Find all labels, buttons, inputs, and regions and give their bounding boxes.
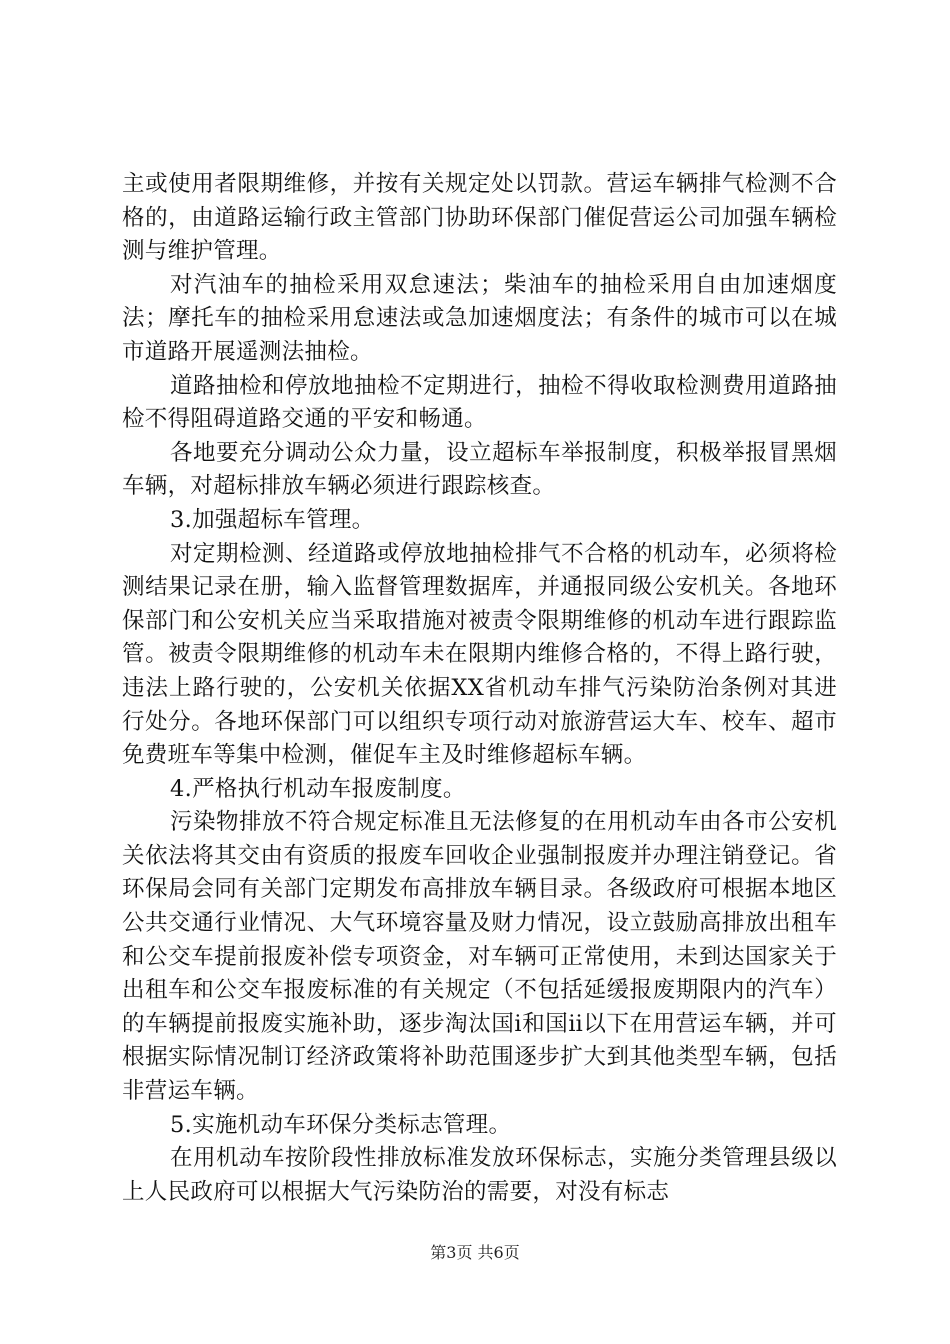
paragraph-public-reporting: 各地要充分调动公众力量，设立超标车举报制度，积极举报冒黑烟车辆，对超标排放车辆必须进行跟踪核查。: [122, 439, 837, 500]
paragraph-environmental-label: 在用机动车按阶段性排放标准发放环保标志，实施分类管理县级以上人民政府可以根据大气污染防治的需要，对没有标志: [122, 1145, 837, 1205]
section-heading-4: 4.严格执行机动车报废制度。: [170, 775, 466, 802]
paragraph-scrapping-system: 污染物排放不符合规定标准且无法修复的在用机动车由各市公安机关依法将其交由有资质的报废车回收企业强制报废并办理注销登记。省环保局会同有关部门定期发布高排放车辆目录。各级政府可根据本地区公共交通行业情况、大气环境容量及财力情况，设立鼓励高排放出租车和公交车提前报废补偿专项资金，对车辆可正常使用，未到达国家关于出租车和公交车报废标准的有关规定（不包括延缓报废期限内的汽车）的车辆提前报废实施补助，逐步淘汰国ⅰ和国ⅱ以下在用营运车辆，并可根据实际情况制订经济政策将补助范围逐步扩大到其他类型车辆，包括非营运车辆。: [122, 809, 837, 1105]
section-heading-5: 5.实施机动车环保分类标志管理。: [170, 1111, 512, 1138]
paragraph-spot-check-methods: 对汽油车的抽检采用双怠速法；柴油车的抽检采用自由加速烟度法；摩托车的抽检采用怠速法或急加速烟度法；有条件的城市可以在城市道路开展遥测法抽检。: [122, 271, 837, 365]
paragraph-exceeding-vehicle-management: 对定期检测、经道路或停放地抽检排气不合格的机动车，必须将检测结果记录在册，输入监督管理数据库，并通报同级公安机关。各地环保部门和公安机关应当采取措施对被责令限期维修的机动车进行跟踪监管。被责令限期维修的机动车未在限期内维修合格的，不得上路行驶，违法上路行驶的，公安机关依据XX省机动车排气污染防治条例对其进行处分。各地环保部门可以组织专项行动对旅游营运大车、校车、超市免费班车等集中检测，催促车主及时维修超标车辆。: [122, 540, 837, 769]
paragraph-continuation: 主或使用者限期维修，并按有关规定处以罚款。营运车辆排气检测不合格的，由道路运输行政主管部门协助环保部门催促营运公司加强车辆检测与维护管理。: [122, 171, 837, 265]
paragraph-spot-check-schedule: 道路抽检和停放地抽检不定期进行，抽检不得收取检测费用道路抽检不得阻碍道路交通的平安和畅通。: [122, 372, 837, 433]
page-number-footer: 第3页 共6页: [430, 1243, 520, 1262]
section-heading-3: 3.加强超标车管理。: [170, 506, 375, 533]
document-body: [122, 168, 837, 1209]
